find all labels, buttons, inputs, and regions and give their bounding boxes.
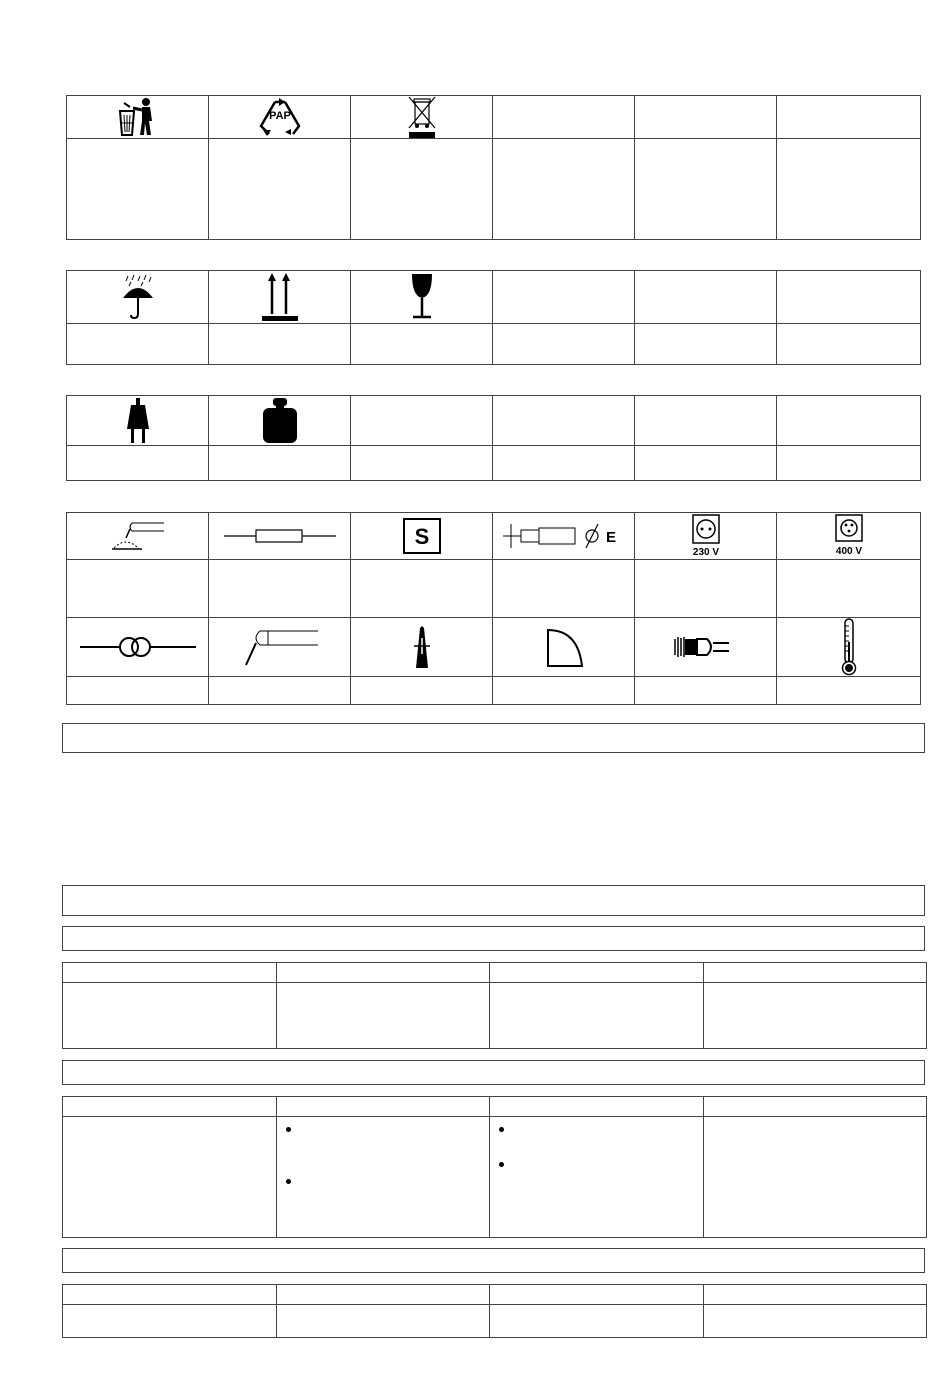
section-subheader-box — [62, 1060, 925, 1085]
bullet-table — [62, 1096, 927, 1238]
safety-s-label: S — [414, 524, 429, 549]
bullet-list-cell — [490, 1117, 704, 1238]
symbol-cell — [209, 513, 351, 560]
safety-s-mark-icon — [402, 517, 442, 555]
handling-symbols-table — [66, 270, 921, 365]
bullet-dot — [499, 1162, 504, 1167]
ground-clamp-icon — [410, 624, 434, 670]
socket-230v-icon — [686, 514, 726, 558]
bullet-dot — [286, 1127, 291, 1132]
symbol-cell — [351, 96, 493, 139]
weight-icon — [260, 397, 300, 445]
power-weight-table — [66, 395, 921, 481]
welding-symbols-table — [66, 512, 921, 705]
disposal-symbols-table — [66, 95, 921, 240]
recycling-code-label: PAP — [268, 110, 291, 122]
bullet-list-cell — [277, 1117, 490, 1238]
keep-dry-umbrella-icon — [120, 274, 156, 320]
section-subheader-box — [62, 926, 925, 951]
section-header-box — [62, 723, 925, 753]
weee-crossed-bin-icon — [405, 96, 439, 138]
section-subheader-box — [62, 1248, 925, 1273]
section-header-box — [62, 885, 925, 916]
symbol-cell — [493, 513, 635, 560]
tidy-man-bin-icon — [116, 97, 160, 137]
symbol-cell — [67, 396, 209, 446]
footer-table — [62, 1284, 927, 1338]
info-table — [62, 962, 927, 1049]
mains-plug-cable-icon — [673, 633, 739, 661]
symbol-cell — [351, 513, 493, 560]
symbol-cell — [635, 618, 777, 677]
duty-cycle-quarter-icon — [544, 626, 584, 668]
electrode-e-label: E — [605, 529, 616, 546]
recycling-pap-icon — [255, 96, 305, 138]
electrode-holder-icon — [240, 627, 320, 667]
symbol-cell — [67, 271, 209, 324]
symbol-cell — [777, 513, 921, 560]
symbol-cell — [67, 618, 209, 677]
symbol-cell — [209, 396, 351, 446]
bullet-dot — [286, 1179, 291, 1184]
socket-400v-icon — [829, 514, 869, 558]
symbol-cell — [67, 96, 209, 139]
power-plug-icon — [123, 397, 153, 445]
symbol-cell — [209, 271, 351, 324]
symbol-cell — [209, 618, 351, 677]
symbol-cell — [351, 271, 493, 324]
symbol-cell — [493, 618, 635, 677]
welding-torch-spark-icon — [108, 518, 168, 554]
socket-230-label: 230 V — [692, 547, 719, 558]
symbol-cell — [209, 96, 351, 139]
bullet-dot — [499, 1127, 504, 1132]
symbol-cell — [67, 513, 209, 560]
socket-400-label: 400 V — [835, 546, 862, 557]
fuse-icon — [222, 526, 338, 546]
this-way-up-arrows-icon — [260, 272, 300, 322]
symbol-cell — [777, 618, 921, 677]
transformer-icon — [78, 633, 198, 661]
symbol-cell — [635, 513, 777, 560]
thermometer-icon — [839, 618, 859, 676]
symbol-cell — [351, 618, 493, 677]
fragile-glass-icon — [407, 272, 437, 322]
electrode-diameter-icon — [501, 518, 627, 554]
